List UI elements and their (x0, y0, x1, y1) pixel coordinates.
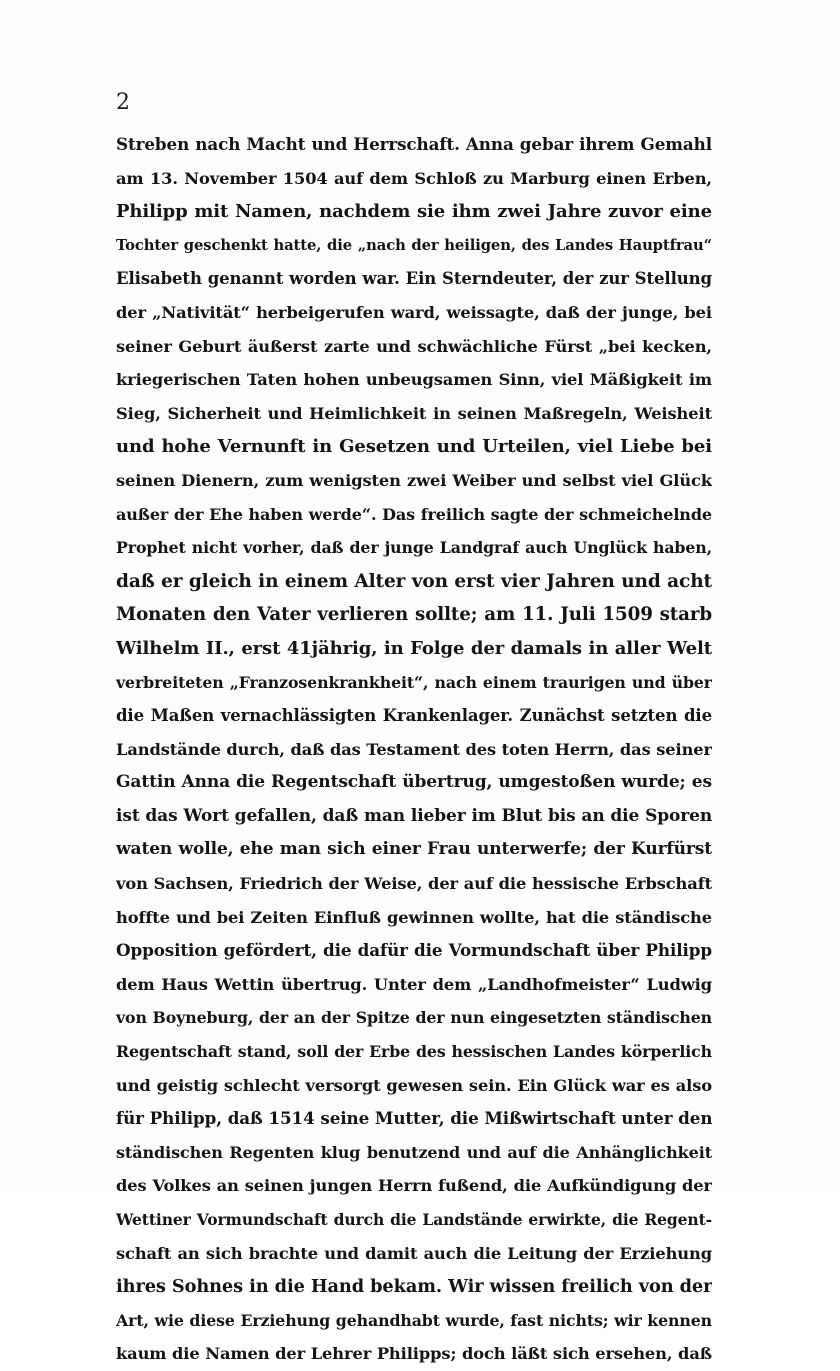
text-line: für Philipp, daß 1514 seine Mutter, die Mißwirtschaft unter den (116, 1108, 712, 1129)
text-line: von Sachsen, Friedrich der Weise, der auf die hessische Erbschaft (116, 874, 712, 894)
text-line: außer der Ehe haben werde“. Das freilich sagte der schmeichelnde (116, 504, 712, 524)
text-line: Sieg, Sicherheit und Heimlichkeit in seinen Maßregeln, Weisheit (116, 403, 712, 423)
text-line: Monaten den Vater verlieren sollte; am 11. Juli 1509 starb (116, 604, 712, 626)
text-line: und geistig schlecht versorgt gewesen sein. Ein Glück war es also (116, 1075, 712, 1095)
text-line: seinen Dienern, zum wenigsten zwei Weiber und selbst viel Glück (116, 470, 712, 490)
text-line: seiner Geburt äußerst zarte und schwächliche Fürst „bei kecken, (116, 336, 712, 356)
text-line: Tochter geschenkt hatte, die „nach der heiligen, des Landes Hauptfrau“ (116, 236, 712, 254)
text-line: kaum die Namen der Lehrer Philipps; doch läßt sich ersehen, daß (116, 1344, 712, 1364)
text-line: ist das Wort gefallen, daß man lieber im Blut bis an die Sporen (116, 805, 712, 826)
text-line: Gattin Anna die Regentschaft übertrug, umgestoßen wurde; es (116, 772, 712, 793)
text-line: des Volkes an seinen jungen Herrn fußend, die Aufkündigung der (116, 1176, 712, 1196)
text-line: Wilhelm II., erst 41jährig, in Folge der damals in aller Welt (116, 637, 712, 659)
text-line: Streben nach Macht und Herrschaft. Anna gebar ihrem Gemahl (116, 134, 712, 154)
text-line: die Maßen vernachlässigten Krankenlager. Zunächst setzten die (116, 706, 712, 726)
text-line: Prophet nicht vorher, daß der junge Landgraf auch Unglück haben, (116, 538, 712, 558)
text-line: daß er gleich in einem Alter von erst vier Jahren und acht (116, 570, 712, 592)
text-line: kriegerischen Taten hohen unbeugsamen Sinn, viel Mäßigkeit im (116, 370, 712, 390)
body-text (116, 128, 712, 1371)
text-line: Wettiner Vormundschaft durch die Landstände erwirkte, die Regent- (116, 1210, 712, 1229)
text-line: ihres Sohnes in die Hand bekam. Wir wissen freilich von der (116, 1276, 712, 1298)
text-line: ständischen Regenten klug benutzend und auf die Anhänglichkeit (116, 1142, 712, 1162)
text-line: hoffte und bei Zeiten Einfluß gewinnen wollte, hat die ständische (116, 907, 712, 927)
text-line: waten wolle, ehe man sich einer Frau unterwerfe; der Kurfürst (116, 839, 712, 860)
text-line: Regentschaft stand, soll der Erbe des hessischen Landes körperlich (116, 1042, 712, 1062)
page-number: 2 (116, 90, 130, 115)
text-line: am 13. November 1504 auf dem Schloß zu Marburg einen Erben, (116, 168, 712, 188)
text-line: schaft an sich brachte und damit auch die Leitung der Erziehung (116, 1243, 712, 1263)
text-line: dem Haus Wettin übertrug. Unter dem „Landhofmeister“ Ludwig (116, 974, 712, 994)
text-line: verbreiteten „Franzosenkrankheit“, nach einem traurigen und über (116, 672, 712, 692)
text-line: und hohe Vernunft in Gesetzen und Urteilen, viel Liebe bei (116, 436, 712, 458)
text-line: Art, wie diese Erziehung gehandhabt wurde, fast nichts; wir kennen (116, 1310, 712, 1330)
text-line: Opposition gefördert, die dafür die Vormundschaft über Philipp (116, 940, 712, 961)
text-line: Philipp mit Namen, nachdem sie ihm zwei Jahre zuvor eine (116, 201, 712, 223)
text-line: der „Nativität“ herbeigerufen ward, weissagte, daß der junge, bei (116, 302, 712, 322)
text-line: Elisabeth genannt worden war. Ein Sterndeuter, der zur Stellung (116, 269, 712, 289)
text-line: Landstände durch, daß das Testament des toten Herrn, das seiner (116, 739, 712, 759)
text-line: von Boyneburg, der an der Spitze der nun eingesetzten ständischen (116, 1008, 712, 1028)
